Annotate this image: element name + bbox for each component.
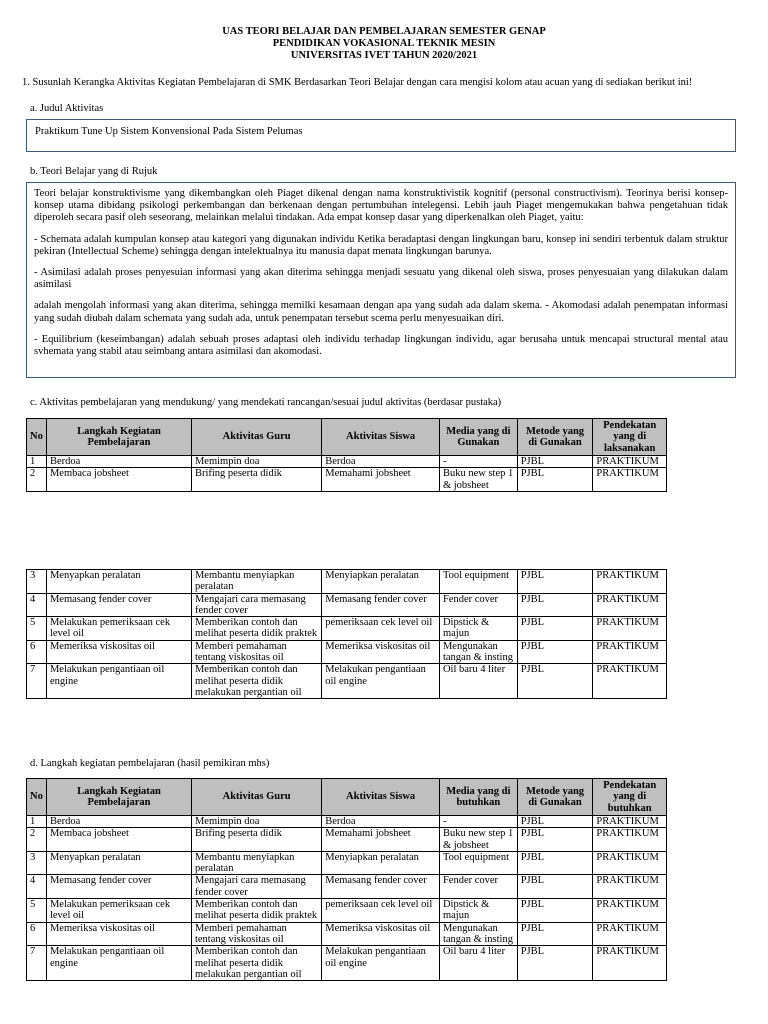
cell-langkah: Melakukan pengantiaan oil engine xyxy=(46,664,191,699)
cell-siswa: Memahami jobsheet xyxy=(322,828,440,852)
cell-pendekatan: PRAKTIKUM xyxy=(593,664,667,699)
cell-metode: PJBL xyxy=(517,593,593,617)
table-row xyxy=(27,664,667,699)
cell-langkah: Memasang fender cover xyxy=(46,593,191,617)
cell-siswa: Berdoa xyxy=(322,816,440,828)
col-header-metode: Metode yang di Gunakan xyxy=(517,419,593,456)
cell-langkah: Menyapkan peralatan xyxy=(46,570,191,594)
section-b-label: b. Teori Belajar yang di Rujuk xyxy=(30,166,158,177)
cell-guru: Memberikan contoh dan melihat peserta didik melakukan pergantian oil xyxy=(191,946,321,981)
cell-langkah: Memeriksa viskositas oil xyxy=(46,640,191,664)
cell-metode: PJBL xyxy=(517,828,593,852)
cell-guru: Memberi pemahaman tentang viskositas oil xyxy=(191,922,321,946)
cell-pendekatan: PRAKTIKUM xyxy=(593,617,667,641)
cell-guru: Brifing peserta didik xyxy=(191,828,321,852)
cell-pendekatan: PRAKTIKUM xyxy=(593,828,667,852)
cell-media: - xyxy=(439,816,517,828)
cell-siswa: pemeriksaan cek level oil xyxy=(322,899,440,923)
col-header-siswa: Aktivitas Siswa xyxy=(322,419,440,456)
cell-media: Tool equipment xyxy=(439,570,517,594)
cell-guru: Membantu menyiapkan peralatan xyxy=(191,851,321,875)
cell-metode: PJBL xyxy=(517,899,593,923)
col-header-langkah: Langkah Kegiatan Pembelajaran xyxy=(46,779,191,816)
table-row xyxy=(27,946,667,981)
teori-paragraph: - Asimilasi adalah proses penyesuian informasi yang akan diterima sehingga menjadi sesuatu yang dikenal oleh siswa, proses penyesuaian yang dilakukan dalam asimilasi xyxy=(34,267,728,291)
cell-pendekatan: PRAKTIKUM xyxy=(593,468,667,492)
judul-aktivitas-value: Praktikum Tune Up Sistem Konvensional Pada Sistem Pelumas xyxy=(35,126,303,137)
cell-no: 3 xyxy=(27,570,47,594)
cell-media: - xyxy=(439,456,517,468)
col-header-no: No xyxy=(27,419,47,456)
cell-media: Oil baru 4 liter xyxy=(439,946,517,981)
cell-pendekatan: PRAKTIKUM xyxy=(593,593,667,617)
cell-media: Mengunakan tangan & insting xyxy=(439,640,517,664)
col-header-pendekatan: Pendekatan yang di butuhkan xyxy=(593,779,667,816)
cell-no: 5 xyxy=(27,899,47,923)
teori-paragraph: Teori belajar konstruktivisme yang dikembangkan oleh Piaget dikenal dengan nama konstruktivistik kognitif (personal constructivism). Teorinya berisi konsep-konsep utama dibidang psikologi perkembangan dan berkenaan dengan pertumbuhan intelegensi. Lebih jauh Piaget mengemukakan bahwa pengetahuan tidak diperoleh secara pasif oleh seseorang, melainkan melalui tindakan. Ada empat konsep dasar yang diperkenalkan oleh Piaget, yaitu: xyxy=(34,188,728,224)
table-d xyxy=(26,778,667,981)
cell-pendekatan: PRAKTIKUM xyxy=(593,922,667,946)
cell-metode: PJBL xyxy=(517,570,593,594)
col-header-media: Media yang di butuhkan xyxy=(439,779,517,816)
cell-metode: PJBL xyxy=(517,816,593,828)
cell-siswa: Memeriksa viskositas oil xyxy=(322,922,440,946)
cell-langkah: Berdoa xyxy=(46,456,191,468)
cell-metode: PJBL xyxy=(517,468,593,492)
cell-metode: PJBL xyxy=(517,922,593,946)
doc-title-line-3: UNIVERSITAS IVET TAHUN 2020/2021 xyxy=(290,50,478,61)
col-header-guru: Aktivitas Guru xyxy=(191,419,321,456)
doc-title-line-2: PENDIDIKAN VOKASIONAL TEKNIK MESIN xyxy=(272,38,496,49)
cell-langkah: Melakukan pemeriksaan cek level oil xyxy=(46,617,191,641)
table-row xyxy=(27,456,667,468)
cell-guru: Memberi pemahaman tentang viskositas oil xyxy=(191,640,321,664)
teori-paragraph: adalah mengolah informasi yang akan diterima, sehingga memilki kesamaan dengan apa yang sudah ada dalam skema. - Akomodasi adalah penempatan informasi yang sudah diubah dalam schemata yang sudah ada, untuk penempatan tersebut scema perlu menyesuaikan diri. xyxy=(34,300,728,324)
cell-guru: Memberikan contoh dan melihat peserta didik praktek xyxy=(191,617,321,641)
cell-no: 3 xyxy=(27,851,47,875)
table-row xyxy=(27,851,667,875)
cell-langkah: Memasang fender cover xyxy=(46,875,191,899)
cell-pendekatan: PRAKTIKUM xyxy=(593,816,667,828)
cell-no: 5 xyxy=(27,617,47,641)
section-d-label: d. Langkah kegiatan pembelajaran (hasil pemikiran mhs) xyxy=(30,758,270,769)
table-row xyxy=(27,899,667,923)
cell-metode: PJBL xyxy=(517,851,593,875)
cell-siswa: Memasang fender cover xyxy=(322,875,440,899)
cell-langkah: Membaca jobsheet xyxy=(46,828,191,852)
cell-guru: Memberikan contoh dan melihat peserta didik melakukan pergantian oil xyxy=(191,664,321,699)
cell-no: 1 xyxy=(27,816,47,828)
teori-belajar-box xyxy=(26,182,736,378)
cell-media: Oil baru 4 liter xyxy=(439,664,517,699)
cell-guru: Brifing peserta didik xyxy=(191,468,321,492)
table-row xyxy=(27,828,667,852)
cell-media: Buku new step 1 & jobsheet xyxy=(439,468,517,492)
teori-paragraph: - Equilibrium (keseimbangan) adalah sebuah proses adaptasi oleh individu terhadap lingkungan individu, agar berusaha untuk mencapai structural mental atau svhemata yang stabil atau seimbang antara asimilasi dan akomodasi. xyxy=(34,333,728,358)
cell-no: 2 xyxy=(27,828,47,852)
table-row xyxy=(27,922,667,946)
cell-siswa: Berdoa xyxy=(322,456,440,468)
cell-langkah: Melakukan pemeriksaan cek level oil xyxy=(46,899,191,923)
cell-metode: PJBL xyxy=(517,946,593,981)
cell-langkah: Memeriksa viskositas oil xyxy=(46,922,191,946)
cell-pendekatan: PRAKTIKUM xyxy=(593,570,667,594)
table-row xyxy=(27,617,667,641)
col-header-media: Media yang di Gunakan xyxy=(439,419,517,456)
col-header-langkah: Langkah Kegiatan Pembelajaran xyxy=(46,419,191,456)
cell-no: 4 xyxy=(27,593,47,617)
col-header-pendekatan: Pendekatan yang di laksanakan xyxy=(593,419,667,456)
cell-pendekatan: PRAKTIKUM xyxy=(593,456,667,468)
doc-title-line-1: UAS TEORI BELAJAR DAN PEMBELAJARAN SEMESTER GENAP xyxy=(222,26,546,37)
table-c-part2 xyxy=(26,569,667,699)
cell-guru: Memimpin doa xyxy=(191,816,321,828)
cell-siswa: Memahami jobsheet xyxy=(322,468,440,492)
cell-guru: Memberikan contoh dan melihat peserta didik praktek xyxy=(191,899,321,923)
section-c-label: c. Aktivitas pembelajaran yang mendukung/ yang mendekati rancangan/sesuai judul aktivitas (berdasar pustaka) xyxy=(30,397,502,408)
cell-siswa: Memeriksa viskositas oil xyxy=(322,640,440,664)
cell-no: 7 xyxy=(27,664,47,699)
cell-pendekatan: PRAKTIKUM xyxy=(593,899,667,923)
cell-siswa: Melakukan pengantiaan oil engine xyxy=(322,946,440,981)
judul-aktivitas-box xyxy=(26,119,736,152)
table-row xyxy=(27,816,667,828)
cell-langkah: Melakukan pengantiaan oil engine xyxy=(46,946,191,981)
teori-paragraph: - Schemata adalah kumpulan konsep atau kategori yang digunakan individu Ketika beradaptasi dengan lingkungan baru, konsep ini sendiri terbentuk dalam struktur pekiran (Intellectual Scheme) sehingga dengan intelektualnya itu manusia dapat menata lingkungan barunya. xyxy=(34,233,728,257)
col-header-guru: Aktivitas Guru xyxy=(191,779,321,816)
col-header-siswa: Aktivitas Siswa xyxy=(322,779,440,816)
cell-siswa: pemeriksaan cek level oil xyxy=(322,617,440,641)
cell-pendekatan: PRAKTIKUM xyxy=(593,946,667,981)
cell-no: 1 xyxy=(27,456,47,468)
cell-siswa: Melakukan pengantiaan oil engine xyxy=(322,664,440,699)
cell-langkah: Berdoa xyxy=(46,816,191,828)
cell-no: 6 xyxy=(27,640,47,664)
table-row xyxy=(27,570,667,594)
cell-metode: PJBL xyxy=(517,617,593,641)
cell-metode: PJBL xyxy=(517,456,593,468)
cell-langkah: Menyapkan peralatan xyxy=(46,851,191,875)
cell-media: Buku new step 1 & jobsheet xyxy=(439,828,517,852)
cell-langkah: Membaca jobsheet xyxy=(46,468,191,492)
cell-metode: PJBL xyxy=(517,875,593,899)
cell-pendekatan: PRAKTIKUM xyxy=(593,851,667,875)
col-header-no: No xyxy=(27,779,47,816)
cell-media: Fender cover xyxy=(439,875,517,899)
table-row xyxy=(27,468,667,492)
cell-no: 4 xyxy=(27,875,47,899)
question-text: 1. Susunlah Kerangka Aktivitas Kegiatan Pembelajaran di SMK Berdasarkan Teori Belajar dengan cara mengisi kolom atau acuan yang di sediakan berikut ini! xyxy=(22,77,693,88)
cell-no: 2 xyxy=(27,468,47,492)
cell-media: Dipstick & majun xyxy=(439,617,517,641)
table-row xyxy=(27,875,667,899)
cell-metode: PJBL xyxy=(517,640,593,664)
cell-no: 7 xyxy=(27,946,47,981)
cell-guru: Memimpin doa xyxy=(191,456,321,468)
cell-guru: Mengajari cara memasang fender cover xyxy=(191,875,321,899)
cell-guru: Mengajari cara memasang fender cover xyxy=(191,593,321,617)
cell-pendekatan: PRAKTIKUM xyxy=(593,875,667,899)
cell-guru: Membantu menyiapkan peralatan xyxy=(191,570,321,594)
table-c-part1 xyxy=(26,418,667,492)
cell-siswa: Menyiapkan peralatan xyxy=(322,570,440,594)
cell-no: 6 xyxy=(27,922,47,946)
cell-siswa: Menyiapkan peralatan xyxy=(322,851,440,875)
cell-pendekatan: PRAKTIKUM xyxy=(593,640,667,664)
table-row xyxy=(27,593,667,617)
section-a-label: a. Judul Aktivitas xyxy=(30,103,104,114)
cell-media: Dipstick & majun xyxy=(439,899,517,923)
cell-media: Fender cover xyxy=(439,593,517,617)
cell-media: Mengunakan tangan & insting xyxy=(439,922,517,946)
cell-media: Tool equipment xyxy=(439,851,517,875)
col-header-metode: Metode yang di Gunakan xyxy=(517,779,593,816)
cell-metode: PJBL xyxy=(517,664,593,699)
table-row xyxy=(27,640,667,664)
cell-siswa: Memasang fender cover xyxy=(322,593,440,617)
